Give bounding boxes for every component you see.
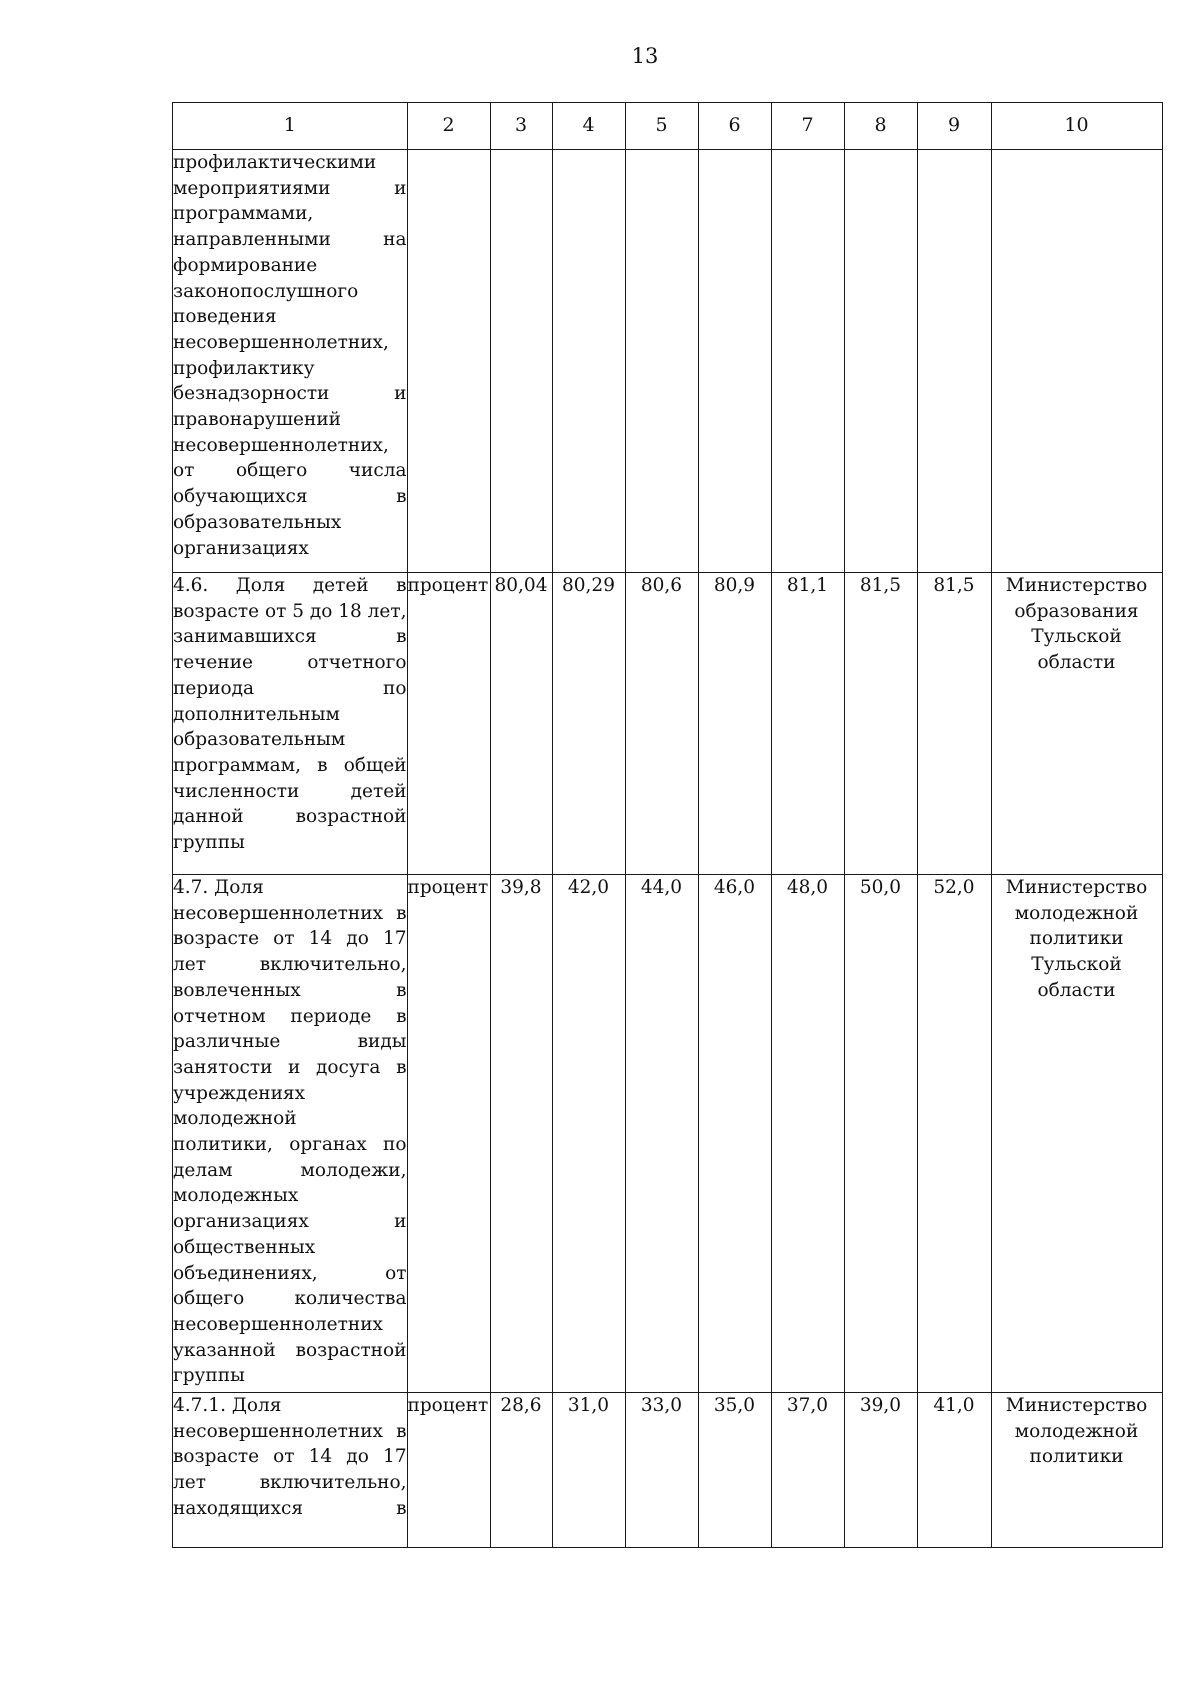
value-cell: 33,0: [625, 1393, 698, 1548]
description-line: течение отчетного: [173, 652, 407, 674]
description-line: законопослушного: [173, 280, 359, 302]
description-line: группы: [173, 832, 245, 854]
description-line: делам молодежи,: [173, 1159, 407, 1181]
column-header: 9: [917, 103, 991, 150]
description-line: возрасте от 5 до 18 лет,: [173, 600, 407, 622]
description-line: возрасте от 14 до 17: [173, 928, 407, 950]
responsible-cell: [991, 1393, 1162, 1548]
description-line: данной возрастной: [173, 806, 407, 828]
value-cell: [625, 150, 698, 573]
description-line: обучающихся в: [173, 486, 407, 508]
description-line: указанной возрастной: [173, 1339, 407, 1361]
description-line: молодежных: [173, 1185, 299, 1207]
unit-cell: процент: [407, 573, 490, 875]
value-cell: [917, 150, 991, 573]
responsible-line: Министерство: [1005, 877, 1148, 898]
description-line: несовершеннолетних: [173, 1313, 383, 1335]
description-line: несовершеннолетних в: [173, 902, 407, 924]
description-line: мероприятиями и: [173, 177, 407, 199]
unit-cell: процент: [407, 1393, 490, 1548]
description-line: политики, органах по: [173, 1134, 407, 1156]
description-line: несовершеннолетних,: [173, 331, 389, 353]
column-header: 8: [844, 103, 917, 150]
value-cell: 81,5: [917, 573, 991, 875]
indicator-description: [173, 150, 408, 573]
value-cell: 37,0: [771, 1393, 844, 1548]
column-header: 4: [552, 103, 625, 150]
description-line: периода по: [173, 677, 407, 699]
column-header: 2: [407, 103, 490, 150]
value-cell: 39,0: [844, 1393, 917, 1548]
responsible-line: области: [1037, 652, 1116, 674]
description-line: от общего числа: [173, 460, 407, 482]
value-cell: [490, 150, 552, 573]
description-line: численности детей: [173, 780, 407, 802]
value-cell: 44,0: [625, 875, 698, 1393]
description-line: объединениях, от: [173, 1262, 407, 1284]
description-line: образовательных: [173, 511, 342, 533]
value-cell: 50,0: [844, 875, 917, 1393]
description-line: учреждениях: [173, 1082, 306, 1104]
responsible-line: политики: [1029, 928, 1124, 950]
responsible-line: Министерство: [1005, 575, 1148, 596]
description-line: лет включительно,: [173, 954, 407, 976]
description-line: организациях и: [173, 1211, 407, 1233]
unit-cell: процент: [407, 875, 490, 1393]
column-header: 1: [173, 103, 408, 150]
description-line: программам, в общей: [173, 754, 407, 776]
indicator-description: [173, 875, 408, 1393]
description-line: отчетном периоде в: [173, 1005, 407, 1027]
value-cell: [698, 150, 771, 573]
description-line: программами,: [173, 203, 314, 225]
table-row: [173, 150, 1163, 573]
responsible-cell: [991, 875, 1162, 1393]
responsible-line: Министерство: [1005, 1395, 1148, 1416]
column-header: 10: [991, 103, 1162, 150]
value-cell: [552, 150, 625, 573]
value-cell: 35,0: [698, 1393, 771, 1548]
description-line: образовательным: [173, 729, 346, 751]
value-cell: 52,0: [917, 875, 991, 1393]
description-line: поведения: [173, 306, 277, 328]
responsible-cell: [991, 573, 1162, 875]
description-line: формирование: [173, 254, 318, 276]
description-line: профилактику: [173, 357, 315, 379]
value-cell: 39,8: [490, 875, 552, 1393]
column-header: 7: [771, 103, 844, 150]
description-line: занимавшихся в: [173, 626, 407, 648]
page-number: 13: [631, 44, 659, 68]
description-line: вовлеченных в: [173, 979, 407, 1001]
value-cell: 46,0: [698, 875, 771, 1393]
responsible-cell: [991, 150, 1162, 573]
responsible-line: Тульской: [1031, 626, 1122, 648]
description-line: профилактическими: [173, 152, 377, 173]
description-line: 4.7.1. Доля: [173, 1395, 282, 1416]
indicator-description: [173, 573, 408, 875]
value-cell: 80,29: [552, 573, 625, 875]
description-line: возрасте от 14 до 17: [173, 1446, 407, 1468]
responsible-line: молодежной: [1014, 1420, 1139, 1442]
description-line: правонарушений: [173, 409, 341, 431]
value-cell: 28,6: [490, 1393, 552, 1548]
description-line: несовершеннолетних в: [173, 1420, 407, 1442]
description-line: общего количества: [173, 1288, 407, 1310]
column-header: 6: [698, 103, 771, 150]
responsible-line: области: [1037, 979, 1116, 1001]
indicators-table: [172, 102, 1163, 1548]
responsible-line: политики: [1029, 1446, 1124, 1468]
value-cell: 80,04: [490, 573, 552, 875]
description-line: молодежной: [173, 1108, 297, 1130]
table-row: [173, 875, 1163, 1393]
description-line: дополнительным: [173, 703, 340, 725]
value-cell: 31,0: [552, 1393, 625, 1548]
responsible-line: молодежной: [1014, 902, 1139, 924]
unit-cell: [407, 150, 490, 573]
description-line: несовершеннолетних,: [173, 434, 389, 456]
column-header: 5: [625, 103, 698, 150]
responsible-line: образования: [1014, 600, 1139, 622]
table-row: [173, 1393, 1163, 1548]
description-line: организациях: [173, 537, 309, 559]
description-line: находящихся в: [173, 1497, 407, 1519]
description-line: 4.7. Доля: [173, 877, 264, 898]
table-header-row: [173, 103, 1163, 150]
indicator-description: [173, 1393, 408, 1548]
responsible-line: Тульской: [1031, 954, 1122, 976]
value-cell: 80,9: [698, 573, 771, 875]
value-cell: [844, 150, 917, 573]
description-line: безнадзорности и: [173, 383, 407, 405]
description-line: различные виды: [173, 1031, 407, 1053]
value-cell: 48,0: [771, 875, 844, 1393]
description-line: группы: [173, 1365, 245, 1387]
table-row: [173, 573, 1163, 875]
value-cell: 81,1: [771, 573, 844, 875]
value-cell: 81,5: [844, 573, 917, 875]
value-cell: 41,0: [917, 1393, 991, 1548]
description-line: общественных: [173, 1236, 316, 1258]
description-line: занятости и досуга в: [173, 1056, 407, 1078]
value-cell: 42,0: [552, 875, 625, 1393]
description-line: направленными на: [173, 229, 407, 251]
description-line: лет включительно,: [173, 1472, 407, 1494]
value-cell: 80,6: [625, 573, 698, 875]
description-line: 4.6. Доля детей в: [173, 575, 407, 596]
column-header: 3: [490, 103, 552, 150]
value-cell: [771, 150, 844, 573]
